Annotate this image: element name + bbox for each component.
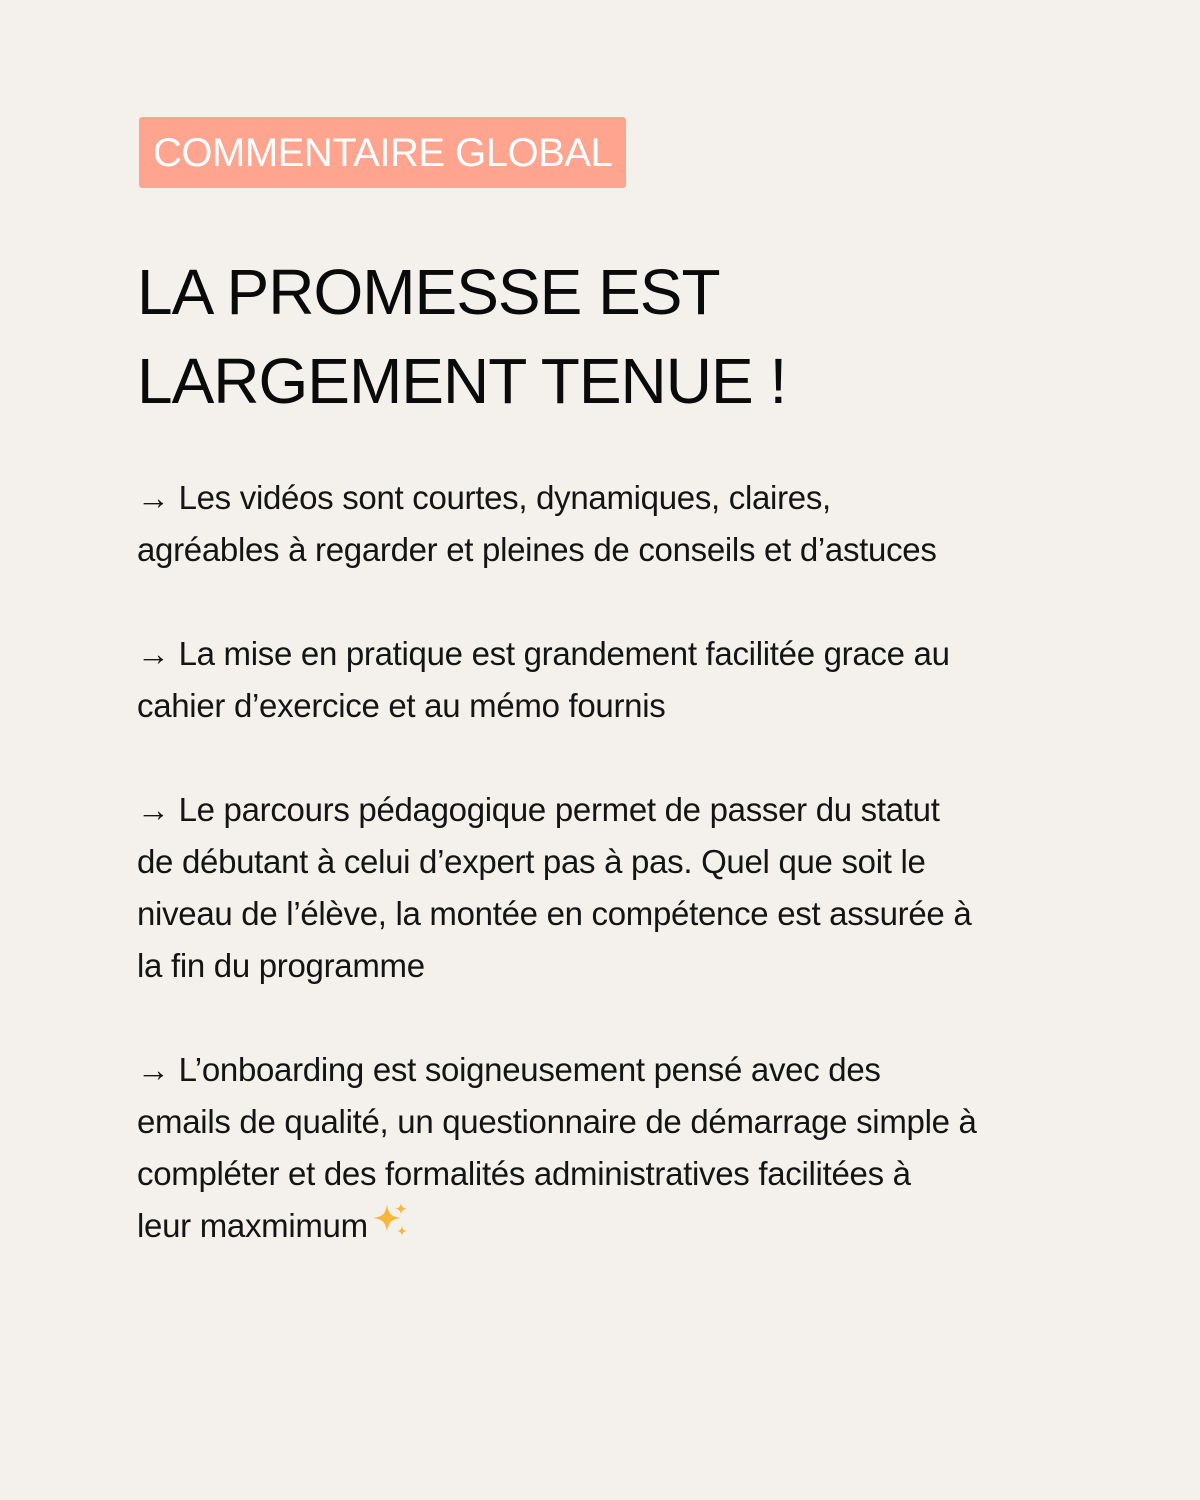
list-item-line: de débutant à celui d’expert pas à pas. Quel que soit le — [137, 843, 926, 880]
list-item-line: agréables à regarder et pleines de conseils et d’astuces — [137, 531, 937, 568]
list-item-line: → Le parcours pédagogique permet de passer du statut — [137, 791, 940, 828]
page-title — [137, 248, 1037, 426]
list-item-line: compléter et des formalités administratives facilitées à — [137, 1155, 911, 1192]
section-badge — [139, 117, 626, 188]
list-item-line: → La mise en pratique est grandement facilitée grace au — [137, 635, 950, 672]
list-item-line: emails de qualité, un questionnaire de démarrage simple à — [137, 1103, 977, 1140]
list-item — [137, 784, 1077, 992]
list-item-line: niveau de l’élève, la montée en compétence est assurée à — [137, 895, 972, 932]
list-item-line: la fin du programme — [137, 947, 425, 984]
list-item — [137, 1044, 1077, 1254]
list-item — [137, 472, 1077, 576]
list-item-line: → L’onboarding est soigneusement pensé avec des — [137, 1051, 881, 1088]
page-title-line: LARGEMENT TENUE ! — [137, 345, 787, 417]
list-item-line: cahier d’exercice et au mémo fournis — [137, 687, 666, 724]
section-badge-label: COMMENTAIRE GLOBAL — [153, 130, 613, 175]
list-item-line — [137, 1200, 1077, 1254]
page-title-line: LA PROMESSE EST — [137, 256, 720, 328]
list-item-line-text: leur maxmimum — [137, 1207, 368, 1244]
list-item-line: → Les vidéos sont courtes, dynamiques, claires, — [137, 479, 831, 516]
list-item — [137, 628, 1077, 732]
points-list — [137, 472, 1077, 1306]
sparkles-icon — [372, 1201, 410, 1254]
